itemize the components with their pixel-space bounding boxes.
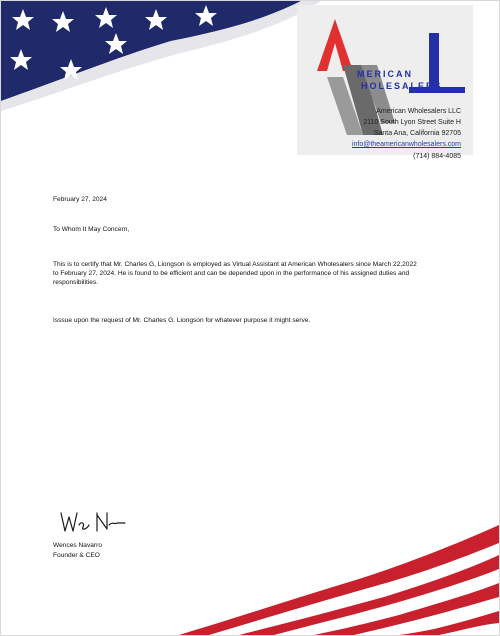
- flag-top-decoration: [1, 1, 321, 111]
- company-street: 2110 South Lyon Street Suite H: [363, 119, 461, 126]
- logo-word-bottom: HOLESALERS: [361, 81, 443, 91]
- flag-bottom-decoration: [179, 525, 499, 635]
- letter-date: February 27, 2024: [53, 196, 107, 203]
- paragraph-1-line-2: to February 27, 2024. He is found to be efficient and can be depended upon in the performance of his assigned duties and: [53, 270, 410, 277]
- company-email-link[interactable]: info@theamericanwholesalers.com: [351, 141, 461, 148]
- handwritten-signature: [59, 509, 129, 535]
- company-city: Santa Ana, California 92705: [373, 130, 461, 137]
- logo-word-top: MERICAN: [357, 69, 413, 79]
- paragraph-2: Isssue upon the request of Mr. Charles G. Liongson for whatever purpose it might serve.: [53, 317, 311, 324]
- letter-salutation: To Whom It May Concern,: [53, 226, 130, 233]
- company-phone: (714) 884-4085: [413, 153, 461, 160]
- paragraph-1-line-1: This is to certify that Mr. Charles G, Liongson is employed as Virtual Assistant at American Wholesalers since March 22,2022: [53, 261, 417, 268]
- signatory-name: Wences Navarro: [53, 542, 102, 549]
- signatory-title: Founder & CEO: [53, 552, 100, 559]
- company-name: American Wholesalers LLC: [376, 108, 461, 115]
- paragraph-1-line-3: responsibilities.: [53, 279, 99, 286]
